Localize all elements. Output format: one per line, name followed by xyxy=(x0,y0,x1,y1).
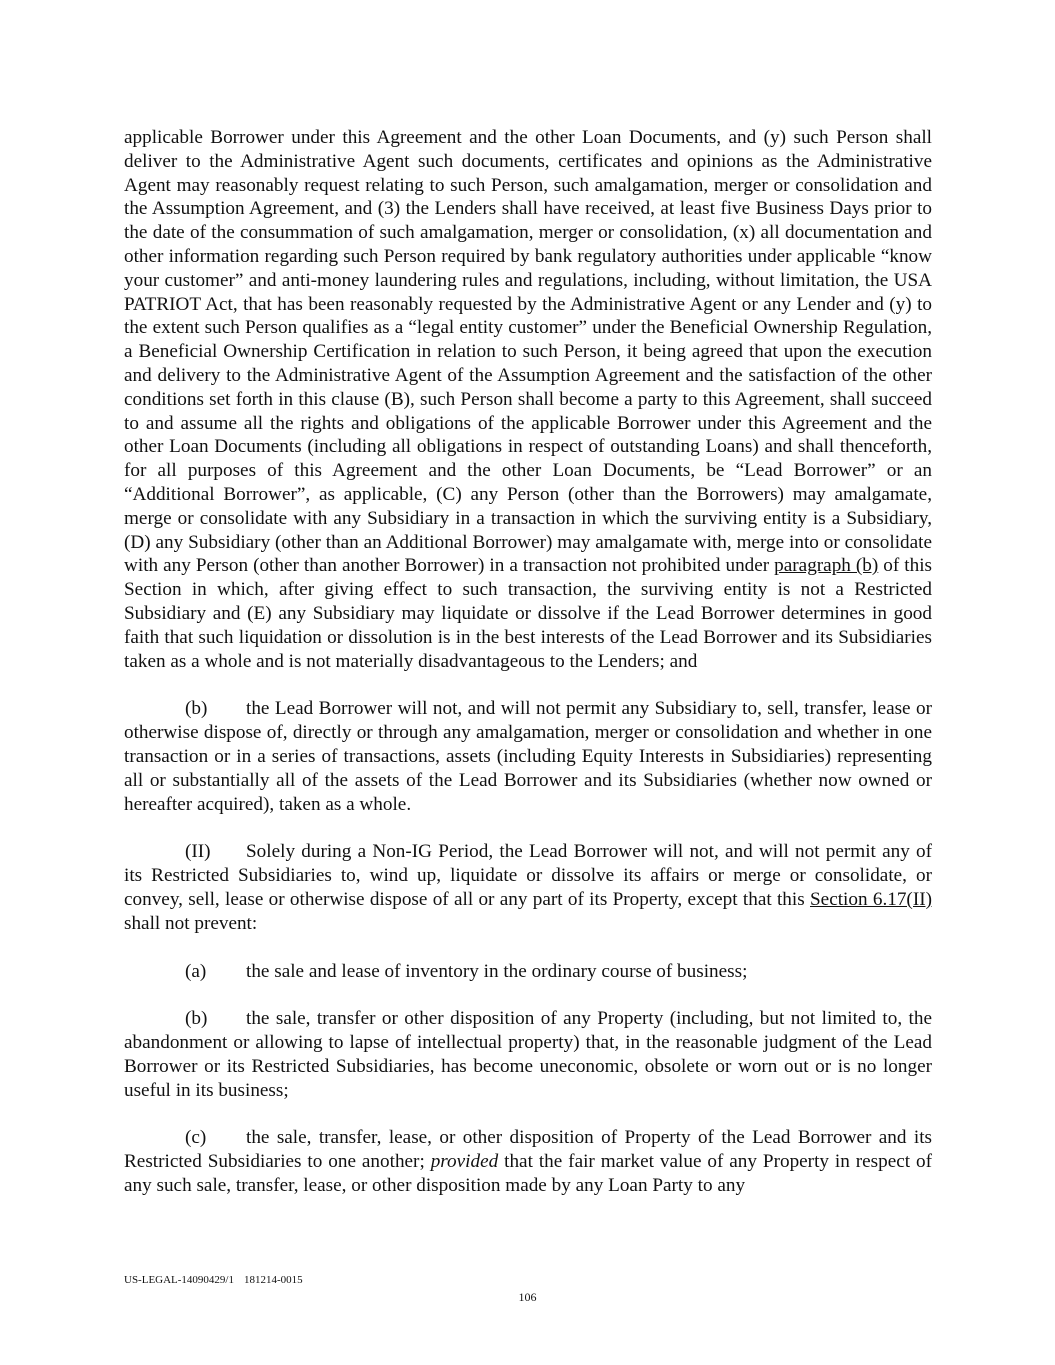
clause-label: (b) xyxy=(185,698,208,720)
clause-b-second xyxy=(124,1007,932,1102)
clause-text: the Lead Borrower will not, and will not permit any Subsidiary to, sell, transfer, lease or otherwise dispose of, directly or through any amalgamation, merger or consolidation and whether in one transaction or in a series of transactions, assets (including Equity Interests in Subsidiaries) representing all or substantially all of the assets of the Lead Borrower and its Subsidiaries (whether now owned or hereafter acquired), taken as a whole. xyxy=(124,698,932,815)
document-body xyxy=(124,126,932,1222)
matter-number: 181214-0015 xyxy=(244,1274,303,1286)
clause-a xyxy=(124,960,932,984)
clause-text: the sale, transfer, lease, or other disposition of Property of the Lead Borrower and its Restricted Subsidiaries to one another; xyxy=(124,1127,932,1173)
cross-reference-link[interactable]: paragraph (b) xyxy=(774,555,879,577)
clause-label: (a) xyxy=(185,960,207,982)
clause-b xyxy=(124,697,932,816)
page-number: 106 xyxy=(518,1290,537,1304)
doc-id: US-LEGAL-14090429/1 xyxy=(124,1274,234,1286)
paragraph-continuation xyxy=(124,126,932,673)
clause-label: (II) xyxy=(185,841,211,863)
paragraph-text: applicable Borrower under this Agreement and the other Loan Documents, and (y) such Person shall deliver to the Administrative Agent such documents, certificates and opinions as the Administrative Agent may reasonably request relating to such Person, such amalgamation, merger or consolidation and the Assumption Agreement, and (3) the Lenders shall have received, at least five Business Days prior to the date of the consummation of such amalgamation, merger or consolidation, (x) all documentation and other information regarding such Person required by bank regulatory authorities under applicable “know your customer” and anti-money laundering rules and regulations, including, without limitation, the USA PATRIOT Act, that has been reasonably requested by the Administrative Agent or any Lender and (y) to the extent such Person qualifies as a “legal entity customer” under the Beneficial Ownership Regulation, a Beneficial Ownership Certification in relation to such Person, it being agreed that upon the execution and delivery to the Administrative Agent of the Assumption Agreement and the satisfaction of the other conditions set forth in this clause (B), such Person shall become a party to this Agreement, shall succeed to and assume all the rights and obligations of the applicable Borrower under this Agreement and the other Loan Documents (including all obligations in respect of outstanding Loans) and shall thenceforth, for all purposes of this Agreement and the other Loan Documents, be “Lead Borrower” or an “Additional Borrower”, as applicable, (C) any Person (other than the Borrowers) may amalgamate, merge or consolidate with any Subsidiary in a transaction in which the surviving entity is a Subsidiary, (D) any Subsidiary (other than an Additional Borrower) may amalgamate with, merge into or consolidate with any Person (other than another Borrower) in a transaction not prohibited under xyxy=(124,127,932,577)
clause-label: (c) xyxy=(185,1127,207,1149)
clause-ii xyxy=(124,840,932,935)
clause-text: shall not prevent: xyxy=(124,912,258,934)
clause-c xyxy=(124,1126,932,1197)
clause-text: the sale and lease of inventory in the ordinary course of business; xyxy=(246,960,748,982)
clause-text: the sale, transfer or other disposition of any Property (including, but not limited to, the abandonment or allowing to lapse of intellectual property) that, in the reasonable judgment of the Lead Borrower or its Restricted Subsidiaries, has become uneconomic, obsolete or worn out or is no longer useful in its business; xyxy=(124,1008,932,1101)
paragraph-text: of this Section in which, after giving effect to such transaction, the surviving entity is not a Restricted Subsidiary and (E) any Subsidiary may liquidate or dissolve if the Lead Borrower determines in good faith that such liquidation or dissolution is in the best interests of the Lead Borrower and its Subsidiaries taken as a whole and is not materially disadvantageous to the Lenders; and xyxy=(124,555,932,672)
document-identifier xyxy=(124,1274,303,1287)
clause-text: Solely during a Non-IG Period, the Lead Borrower will not, and will not permit any of its Restricted Subsidiaries to, wind up, liquidate or dissolve its affairs or merge or consolidate, or convey, sell, lease or otherwise dispose of all or any part of its Property, except that this xyxy=(124,841,932,910)
section-reference-link[interactable]: Section 6.17(II) xyxy=(810,888,932,910)
clause-label: (b) xyxy=(185,1008,208,1030)
clause-text: that the fair market value of any Property in respect of any such sale, transfer, lease, or other disposition made by any Loan Party to any xyxy=(124,1151,932,1197)
italic-term: provided xyxy=(430,1151,499,1173)
